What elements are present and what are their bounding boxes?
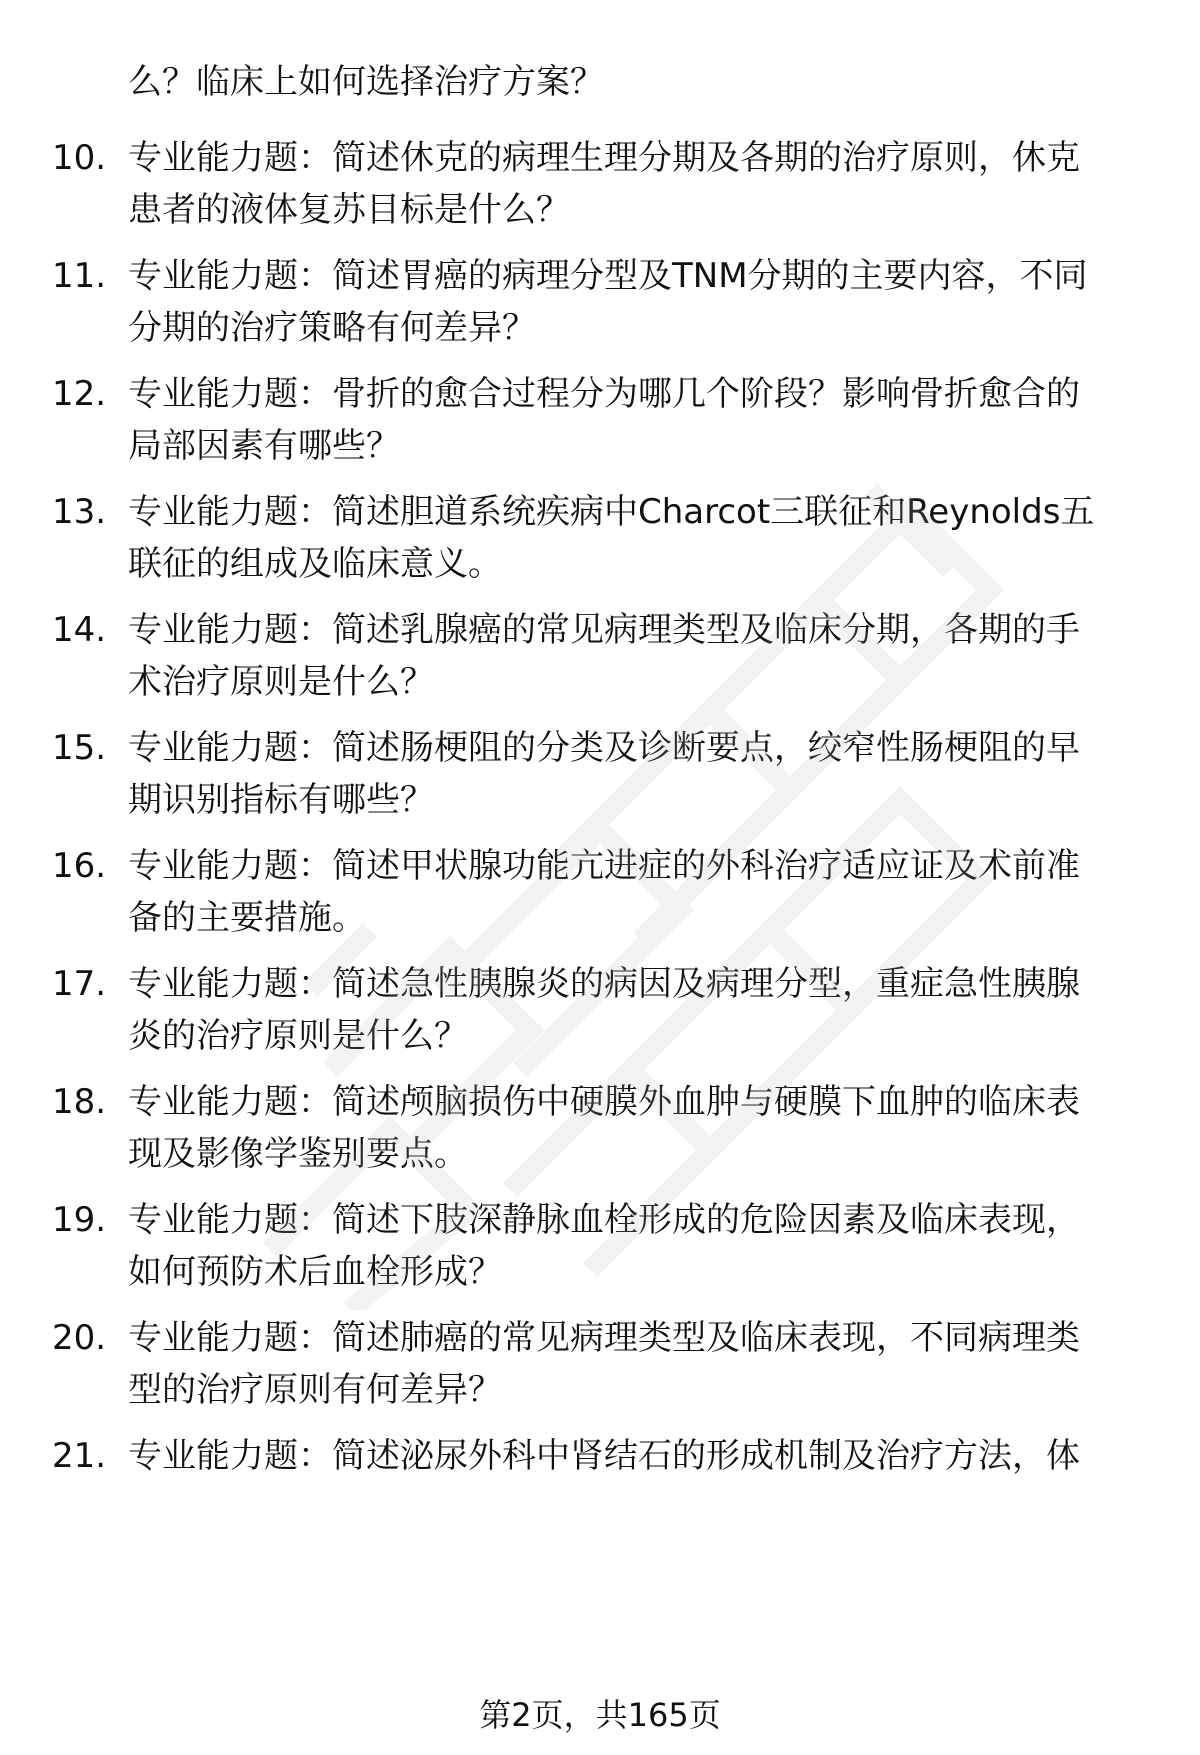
question-text-line: 专业能力题：简述颅脑损伤中硬膜外血肿与硬膜下血肿的临床表 — [128, 1082, 1080, 1122]
question-item — [0, 1314, 1200, 1434]
question-text-line: 专业能力题：简述肺癌的常见病理类型及临床表现，不同病理类 — [128, 1318, 1080, 1358]
question-text-line: 专业能力题：简述泌尿外科中肾结石的形成机制及治疗方法，体 — [128, 1436, 1080, 1476]
question-number: 17. — [52, 964, 107, 1004]
question-number: 11. — [52, 256, 107, 296]
question-item — [0, 252, 1200, 372]
question-text-line: 联征的组成及临床意义。 — [128, 544, 502, 584]
page-footer: 第2页，共165页 — [479, 1696, 721, 1734]
question-text-line: 型的治疗原则有何差异？ — [128, 1370, 502, 1410]
question-item — [0, 370, 1200, 490]
question-number: 12. — [52, 374, 107, 414]
question-number: 15. — [52, 728, 107, 768]
question-text-line: 专业能力题：简述急性胰腺炎的病因及病理分型，重症急性胰腺 — [128, 964, 1080, 1004]
question-text-line: 备的主要措施。 — [128, 898, 366, 938]
question-item — [0, 606, 1200, 726]
question-item — [0, 1196, 1200, 1316]
question-item — [0, 1078, 1200, 1198]
question-item — [0, 134, 1200, 254]
question-text-line: 专业能力题：简述下肢深静脉血栓形成的危险因素及临床表现， — [128, 1200, 1080, 1240]
question-number: 16. — [52, 846, 107, 886]
question-item — [0, 842, 1200, 962]
question-text-line: 现及影像学鉴别要点。 — [128, 1134, 468, 1174]
question-number: 10. — [52, 138, 107, 178]
question-item — [0, 724, 1200, 844]
question-number: 21. — [52, 1436, 107, 1476]
continuation-text: 么？临床上如何选择治疗方案？ — [128, 62, 604, 102]
question-text-line: 患者的液体复苏目标是什么？ — [128, 190, 570, 230]
question-text-line: 如何预防术后血栓形成？ — [128, 1252, 502, 1292]
question-text-line: 专业能力题：简述休克的病理生理分期及各期的治疗原则，休克 — [128, 138, 1080, 178]
question-text-line: 专业能力题：简述胃癌的病理分型及TNM分期的主要内容，不同 — [128, 256, 1088, 296]
question-text-line: 分期的治疗策略有何差异？ — [128, 308, 536, 348]
question-number: 19. — [52, 1200, 107, 1240]
question-item — [0, 488, 1200, 608]
question-text-line: 术治疗原则是什么？ — [128, 662, 434, 702]
question-text-line: 专业能力题：骨折的愈合过程分为哪几个阶段？影响骨折愈合的 — [128, 374, 1080, 414]
question-item — [0, 1432, 1200, 1488]
question-number: 13. — [52, 492, 107, 532]
question-number: 14. — [52, 610, 107, 650]
question-text-line: 专业能力题：简述乳腺癌的常见病理类型及临床分期，各期的手 — [128, 610, 1080, 650]
question-number: 18. — [52, 1082, 107, 1122]
question-item — [0, 960, 1200, 1080]
question-text-line: 专业能力题：简述甲状腺功能亢进症的外科治疗适应证及术前准 — [128, 846, 1080, 886]
question-text-line: 专业能力题：简述肠梗阻的分类及诊断要点，绞窄性肠梗阻的早 — [128, 728, 1080, 768]
question-number: 20. — [52, 1318, 107, 1358]
question-text-line: 炎的治疗原则是什么？ — [128, 1016, 468, 1056]
question-text-line: 局部因素有哪些？ — [128, 426, 400, 466]
question-text-line: 期识别指标有哪些？ — [128, 780, 434, 820]
question-text-line: 专业能力题：简述胆道系统疾病中Charcot三联征和Reynolds五 — [128, 492, 1095, 532]
